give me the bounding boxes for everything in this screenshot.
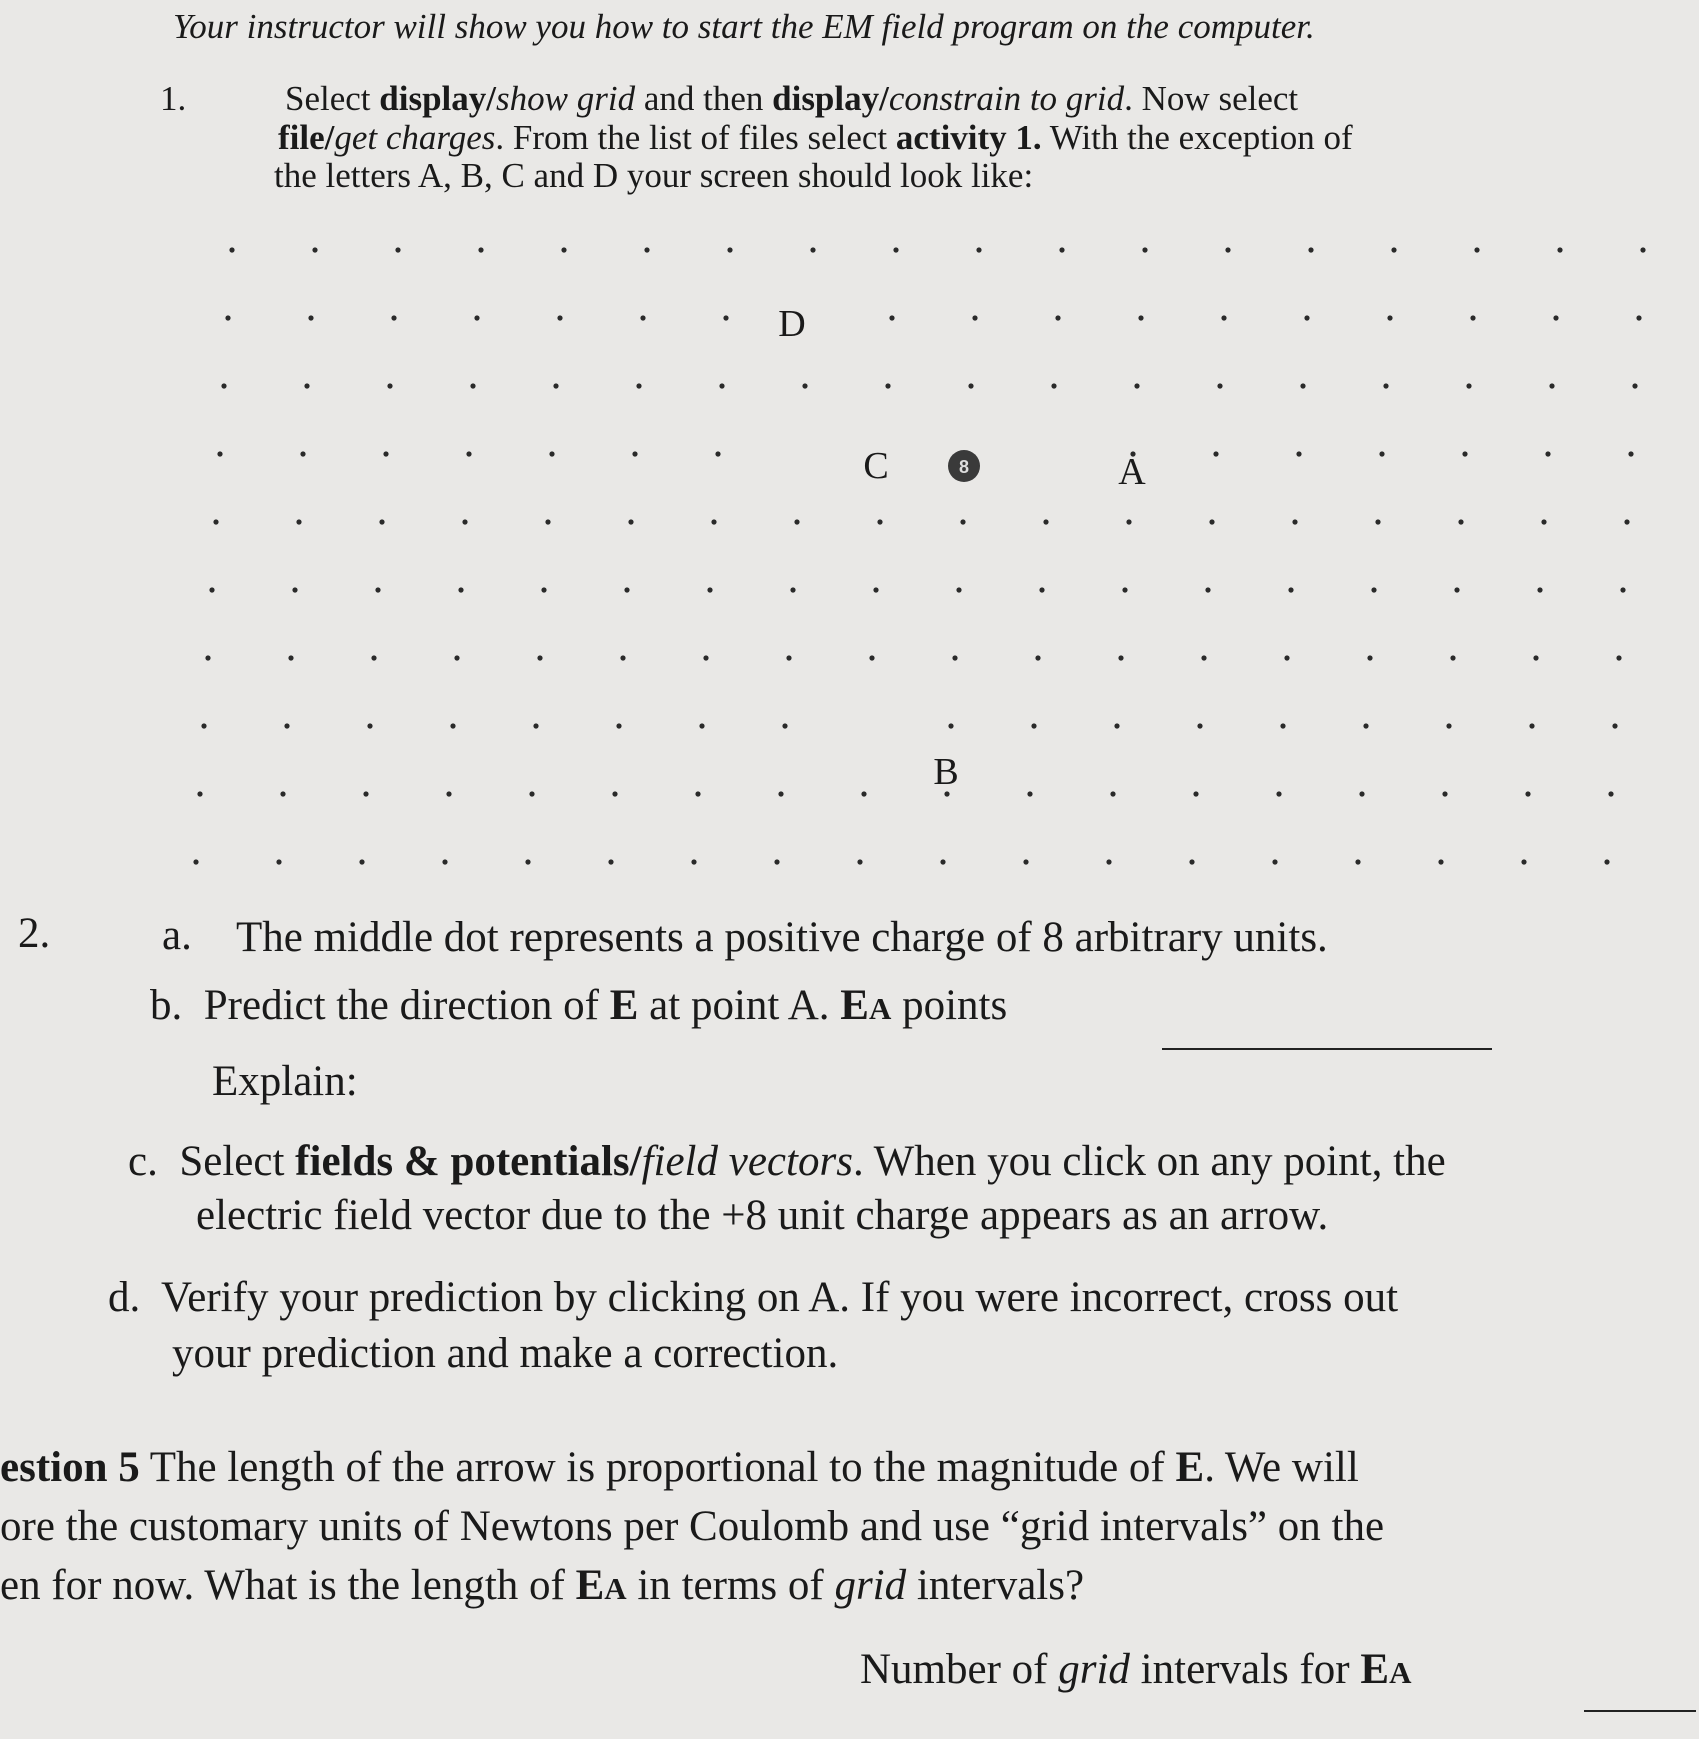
grid-dot bbox=[940, 859, 945, 864]
grid-dot bbox=[1379, 451, 1384, 456]
grid-dot bbox=[1193, 791, 1198, 796]
grid-dot bbox=[296, 519, 301, 524]
grid-dot bbox=[1051, 383, 1056, 388]
grid-dot bbox=[229, 247, 234, 252]
grid-dot bbox=[213, 519, 218, 524]
grid-dot bbox=[1462, 451, 1467, 456]
grid-dot bbox=[1118, 655, 1123, 660]
intro-text: Your instructor will show you how to start the EM field program on the computer. bbox=[173, 7, 1315, 46]
grid-dot bbox=[197, 791, 202, 796]
grid-dot bbox=[1612, 723, 1617, 728]
step2c-line2: electric field vector due to the +8 unit charge appears as an arrow. bbox=[196, 1192, 1329, 1239]
grid-dot bbox=[1138, 315, 1143, 320]
grid-dot bbox=[553, 383, 558, 388]
grid-dot bbox=[802, 383, 807, 388]
grid-dot bbox=[1205, 587, 1210, 592]
grid-dot bbox=[1371, 587, 1376, 592]
question5-answer-label: Number of grid intervals for EA bbox=[860, 1646, 1412, 1693]
grid-dot bbox=[948, 723, 953, 728]
step1-line1: Select display/show grid and then display/constrain to grid. Now select bbox=[285, 79, 1299, 118]
grid-dot bbox=[549, 451, 554, 456]
grid-dot bbox=[288, 655, 293, 660]
grid-dot bbox=[1308, 247, 1313, 252]
grid-dot bbox=[972, 315, 977, 320]
grid-dot bbox=[1604, 859, 1609, 864]
grid-dot bbox=[1189, 859, 1194, 864]
grid-dot bbox=[636, 383, 641, 388]
question5-line2: ore the customary units of Newtons per Coulomb and use “grid intervals” on the bbox=[0, 1503, 1385, 1550]
grid-dot bbox=[1446, 723, 1451, 728]
grid-dot bbox=[612, 791, 617, 796]
grid-dot bbox=[707, 587, 712, 592]
grid-dot bbox=[1474, 247, 1479, 252]
grid-dot bbox=[375, 587, 380, 592]
grid-dot bbox=[1039, 587, 1044, 592]
grid-dot bbox=[640, 315, 645, 320]
grid-dot bbox=[446, 791, 451, 796]
grid-dot bbox=[616, 723, 621, 728]
grid-dot bbox=[1557, 247, 1562, 252]
grid-dot bbox=[1280, 723, 1285, 728]
grid-dot bbox=[1276, 791, 1281, 796]
step2a-text: The middle dot represents a positive charge of 8 arbitrary units. bbox=[236, 914, 1328, 961]
grid-dot bbox=[1035, 655, 1040, 660]
grid-dot bbox=[371, 655, 376, 660]
grid-dot bbox=[1525, 791, 1530, 796]
grid-dot bbox=[691, 859, 696, 864]
grid-dot bbox=[1391, 247, 1396, 252]
question5-line1: estion 5 The length of the arrow is proportional to the magnitude of E. We will bbox=[0, 1444, 1359, 1491]
grid-dot bbox=[1537, 587, 1542, 592]
grid-dot bbox=[470, 383, 475, 388]
grid-dot bbox=[703, 655, 708, 660]
grid-dot bbox=[462, 519, 467, 524]
grid-dot bbox=[387, 383, 392, 388]
label-a: A bbox=[1118, 451, 1146, 493]
grid-dot bbox=[1300, 383, 1305, 388]
grid-dot bbox=[1545, 451, 1550, 456]
grid-dot bbox=[300, 451, 305, 456]
grid-dot bbox=[885, 383, 890, 388]
question5-line3: en for now. What is the length of EA in terms of grid intervals? bbox=[0, 1562, 1085, 1609]
grid-dot bbox=[628, 519, 633, 524]
grid-dot bbox=[221, 383, 226, 388]
grid-dot bbox=[715, 451, 720, 456]
grid-dot bbox=[1616, 655, 1621, 660]
grid-dot bbox=[889, 315, 894, 320]
grid-dot bbox=[1043, 519, 1048, 524]
grid-dot bbox=[1541, 519, 1546, 524]
grid-dot bbox=[1213, 451, 1218, 456]
grid-dot bbox=[537, 655, 542, 660]
grid-dot bbox=[956, 587, 961, 592]
grid-dot bbox=[1110, 791, 1115, 796]
grid-dot bbox=[608, 859, 613, 864]
grid-dot bbox=[794, 519, 799, 524]
grid-dot bbox=[458, 587, 463, 592]
step2a-letter: a. bbox=[162, 912, 192, 959]
grid-dot bbox=[217, 451, 222, 456]
grid-dot bbox=[1142, 247, 1147, 252]
step1-line2: file/get charges. From the list of files select activity 1. With the exception of bbox=[278, 118, 1353, 157]
grid-dot bbox=[1383, 383, 1388, 388]
grid-dot bbox=[359, 859, 364, 864]
grid-dot bbox=[1458, 519, 1463, 524]
grid-dot bbox=[1284, 655, 1289, 660]
grid-dot bbox=[1450, 655, 1455, 660]
grid-dot bbox=[193, 859, 198, 864]
grid-dot bbox=[1209, 519, 1214, 524]
grid-dot bbox=[308, 315, 313, 320]
grid-dot bbox=[1122, 587, 1127, 592]
step2d-line1: d. Verify your prediction by clicking on A. If you were incorrect, cross out bbox=[108, 1274, 1399, 1321]
grid-dot bbox=[533, 723, 538, 728]
grid-dot bbox=[877, 519, 882, 524]
step1-line3: the letters A, B, C and D your screen should look like: bbox=[274, 156, 1034, 195]
grid-dot bbox=[525, 859, 530, 864]
grid-dot bbox=[545, 519, 550, 524]
grid-dot bbox=[454, 655, 459, 660]
grid-intervals-answer-blank[interactable] bbox=[1584, 1692, 1696, 1712]
grid-dot bbox=[723, 315, 728, 320]
grid-dot bbox=[1533, 655, 1538, 660]
grid-dot bbox=[529, 791, 534, 796]
grid-dot bbox=[395, 247, 400, 252]
grid-dot bbox=[1027, 791, 1032, 796]
grid-dot bbox=[873, 587, 878, 592]
grid-dot bbox=[1272, 859, 1277, 864]
grid-dot bbox=[711, 519, 716, 524]
grid-dot bbox=[442, 859, 447, 864]
step2b-explain: Explain: bbox=[212, 1058, 358, 1105]
grid-dot bbox=[719, 383, 724, 388]
grid-dot bbox=[774, 859, 779, 864]
grid-dot bbox=[1470, 315, 1475, 320]
grid-dot bbox=[367, 723, 372, 728]
grid-dot bbox=[557, 315, 562, 320]
grid-dot bbox=[1055, 315, 1060, 320]
grid-dot bbox=[284, 723, 289, 728]
grid-dot bbox=[727, 247, 732, 252]
grid-dot bbox=[1221, 315, 1226, 320]
grid-dot bbox=[861, 791, 866, 796]
grid-dot bbox=[976, 247, 981, 252]
grid-dot bbox=[304, 383, 309, 388]
grid-dot bbox=[1296, 451, 1301, 456]
grid-dot bbox=[1106, 859, 1111, 864]
grid-dot bbox=[1201, 655, 1206, 660]
grid-dot bbox=[810, 247, 815, 252]
grid-dot bbox=[786, 655, 791, 660]
prediction-answer-blank[interactable] bbox=[1162, 1028, 1492, 1050]
grid-dot bbox=[1442, 791, 1447, 796]
grid-dot bbox=[1114, 723, 1119, 728]
step2b-line: b. Predict the direction of E at point A. EA points bbox=[150, 982, 1008, 1029]
grid-dot bbox=[1628, 451, 1633, 456]
grid-dot bbox=[1529, 723, 1534, 728]
grid-dot bbox=[1636, 315, 1641, 320]
grid-dot bbox=[960, 519, 965, 524]
grid-dot bbox=[561, 247, 566, 252]
grid-dot bbox=[699, 723, 704, 728]
grid-dot bbox=[782, 723, 787, 728]
grid-dot bbox=[968, 383, 973, 388]
step2d-line2: your prediction and make a correction. bbox=[172, 1330, 839, 1377]
grid-dot bbox=[1217, 383, 1222, 388]
grid-dot bbox=[363, 791, 368, 796]
grid-dot bbox=[383, 451, 388, 456]
grid-dot bbox=[1608, 791, 1613, 796]
grid-dot bbox=[1375, 519, 1380, 524]
grid-dot bbox=[1387, 315, 1392, 320]
label-c: C bbox=[863, 445, 889, 487]
grid-dot bbox=[778, 791, 783, 796]
grid-dot bbox=[280, 791, 285, 796]
grid-dot bbox=[1454, 587, 1459, 592]
grid-dot bbox=[201, 723, 206, 728]
grid-dot bbox=[893, 247, 898, 252]
grid-dot bbox=[1292, 519, 1297, 524]
grid-dot bbox=[1304, 315, 1309, 320]
step2-number: 2. bbox=[18, 910, 51, 957]
grid-dot bbox=[450, 723, 455, 728]
grid-dot bbox=[695, 791, 700, 796]
grid-dot bbox=[1549, 383, 1554, 388]
grid-dot bbox=[1288, 587, 1293, 592]
grid-dot bbox=[1620, 587, 1625, 592]
grid-dot bbox=[1553, 315, 1558, 320]
grid-dot bbox=[474, 315, 479, 320]
grid-dot bbox=[1134, 383, 1139, 388]
grid-dot bbox=[205, 655, 210, 660]
grid-dot bbox=[1031, 723, 1036, 728]
grid-dot bbox=[292, 587, 297, 592]
grid-dot bbox=[620, 655, 625, 660]
grid-dot bbox=[644, 247, 649, 252]
grid-dot bbox=[1197, 723, 1202, 728]
grid-dot bbox=[541, 587, 546, 592]
grid-dot bbox=[1640, 247, 1645, 252]
grid-dot bbox=[632, 451, 637, 456]
grid-dot bbox=[857, 859, 862, 864]
grid-dot bbox=[1367, 655, 1372, 660]
grid-dot bbox=[1466, 383, 1471, 388]
charge-label: 8 bbox=[958, 457, 970, 477]
grid-dot bbox=[1126, 519, 1131, 524]
grid-dot bbox=[624, 587, 629, 592]
grid-dot bbox=[379, 519, 384, 524]
label-d: D bbox=[778, 303, 806, 345]
grid-dot bbox=[1355, 859, 1360, 864]
grid-dot bbox=[1059, 247, 1064, 252]
grid-dot bbox=[478, 247, 483, 252]
grid-dots bbox=[193, 247, 1645, 864]
grid-dot bbox=[869, 655, 874, 660]
label-b: B bbox=[933, 751, 959, 793]
step1-number: 1. bbox=[160, 79, 187, 118]
grid-dot bbox=[1521, 859, 1526, 864]
grid-dot bbox=[1359, 791, 1364, 796]
grid-dot bbox=[1438, 859, 1443, 864]
grid-dot bbox=[276, 859, 281, 864]
grid-dot bbox=[1363, 723, 1368, 728]
grid-dot bbox=[466, 451, 471, 456]
grid-dot bbox=[312, 247, 317, 252]
grid-dot bbox=[790, 587, 795, 592]
grid-dot bbox=[1632, 383, 1637, 388]
grid-dot bbox=[209, 587, 214, 592]
step2c-line1: c. Select fields & potentials/field vectors. When you click on any point, the bbox=[128, 1138, 1446, 1185]
grid-dot bbox=[1225, 247, 1230, 252]
grid-dot bbox=[391, 315, 396, 320]
grid-dot bbox=[952, 655, 957, 660]
grid-dot bbox=[225, 315, 230, 320]
grid-dot bbox=[1023, 859, 1028, 864]
grid-dot bbox=[1624, 519, 1629, 524]
